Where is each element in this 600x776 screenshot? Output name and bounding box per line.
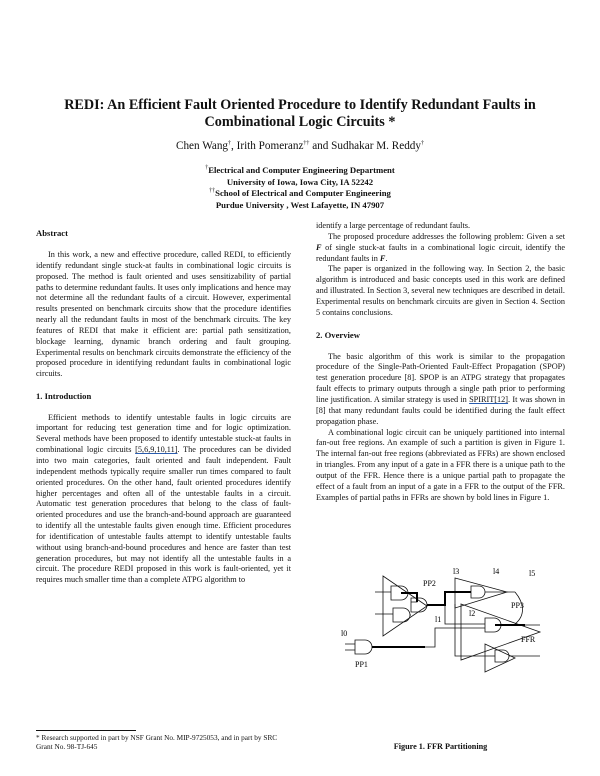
ffr-triangle [383,576,427,636]
author-mark: † [228,140,232,147]
figure-label: FFR [521,635,536,644]
author-name: Sudhakar M. Reddy [331,140,421,152]
wire [375,592,485,624]
paper-title: REDI: An Efficient Fault Oriented Procedure to Identify Redundant Faults in Combinational Logic Circuits * [64,97,536,130]
author-separator: , [231,140,237,152]
affiliations [100,165,500,211]
figure-label: l2 [469,609,476,618]
author-name: Chen Wang [176,140,229,152]
author-list [40,140,560,152]
gate [471,586,485,598]
author-mark: † [420,140,424,147]
citation-link[interactable]: SPIRIT[12] [469,394,509,404]
figure-caption: Figure 1. FFR Partitioning [393,742,488,751]
figure-label: PP1 [355,660,368,669]
organization-text: The paper is organized in the following way. In Section 2, the basic algorithm is introduced and basic concepts used in this work are defined and illustrated. In Section 3, several new techniques are described in detail. Experimental results on benchmark circuits are given in Section 4. Section 5 contains conclusions. [316,264,565,317]
overview-paragraph-1: The basic algorithm of this work is similar to the propagation procedure of the Single-Path-Oriented Fault-Effect Propagation (SPOP) test generation procedure [8]. SPOP is an ATPG strategy that propagates fault effects to primary outputs through a single path prior to performing line justification. A similar strategy is used in SPIRIT[12]. It was shown in [8] that many redundant faults could be identified during the fault effect propagation phase. [316,351,565,426]
author-mark: †† [303,140,310,147]
figure-label: l5 [529,569,536,578]
abstract-heading: Abstract [36,228,68,238]
author-name: Irith Pomeranz [236,140,304,152]
figure-label: l0 [341,629,348,638]
right-column [316,221,565,503]
footnote-rule [36,730,136,731]
citation-link[interactable]: [5,6,9,10,11] [135,445,178,455]
gate [355,640,372,654]
abstract-text: In this work, a new and effective procedure, called REDI, to efficiently identify redundant single stuck-at faults in combinational logic circuits is proposed. The method is fault oriented and uses sensitizability of partial paths to determine redundant faults. It uses only implications and hence may not determine all the redundant faults of a circuit. However, experimental results presented on benchmark circuits show that the procedure identifies nearly all the redundant faults in most of the benchmark circuits. The key features of REDI that make it efficient are: partial path sensitization, blockage learning, dynamic branch ordering and fault grouping. Experimental results on benchmark circuits demonstrate the efficiency of the proposed procedure in identifying redundant faults in combinational logic circuits. [36,250,291,379]
continuation-text: identify a large percentage of redundant faults. [316,221,471,230]
figure-label: l4 [493,567,500,576]
affiliation-mark: † [205,165,209,172]
figure-label: l3 [453,567,460,576]
footnote: * Research supported in part by NSF Grant No. MIP-9725053, and in part by SRC Grant No. 98-TJ-645 [36,733,278,752]
introduction-heading: 1. Introduction [36,390,92,401]
ffr-triangle [485,644,515,672]
overview-heading: 2. Overview [316,329,360,340]
figure-label: PP3 [511,601,524,610]
affiliation-mark: †† [209,188,216,195]
figure-label: PP2 [423,579,436,588]
partial-path [401,592,471,605]
problem-statement: The proposed procedure addresses the following problem: Given a set F of single stuck-at faults in a combinational logic circuit, identify the redundant faults in F. [316,231,565,263]
introduction-text: Efficient methods to identify untestable faults in logic circuits are important for reducing test generation time and for logic optimization. Several methods have been proposed to identify untestable stuck-at faults in combinational logic circuits [5,6,9,10,11]. The procedures can be divided into two main categories, fault oriented and fault independent. Fault independent methods typically require smaller run times compared to fault oriented procedures. On the other hand, fault oriented procedures identify higher percentages and often all of the untestable faults in a circuit. Automatic test generation procedures that belong to the class of fault-oriented procedures and use the branch-and-bound approach are guaranteed to identify all the untestable faults given enough time. Efficient procedures for identification of untestable faults attempt to identify untestable faults without using branch-and-bound procedures and hence are faster than test generation procedures, but may not identify all the untestable faults in a circuit. The procedure REDI proposed in this work is fault-oriented, yet it requires much smaller time than a complete ATPG algorithm to [36,412,291,585]
author-separator: and [309,140,332,152]
affiliation-line: Electrical and Computer Engineering Department [208,165,395,175]
overview-paragraph-2: A combinational logic circuit can be uniquely partitioned into internal fan-out free regions. An example of such a partition is given in Figure 1. The internal fan-out free regions (abbreviated as FFRs) are shown enclosed in triangles. From any input of a gate in a FFR there is a unique path to the output of the FFR. Hence there is a unique partial path to propagate the effect of a fault from an input of a gate in a FFR to the output of the FFR. Examples of partial paths in FFRs are shown by bold lines in Figure 1. [316,427,565,502]
figure-label: l1 [435,615,442,624]
affiliation-line: Purdue University , West Lafayette, IN 47907 [215,199,385,210]
gate [393,608,410,622]
affiliation-line: University of Iowa, Iowa City, IA 52242 [226,176,374,187]
ffr-figure [335,564,550,684]
left-column [36,228,291,586]
affiliation-line: School of Electrical and Computer Engineering [215,188,391,198]
